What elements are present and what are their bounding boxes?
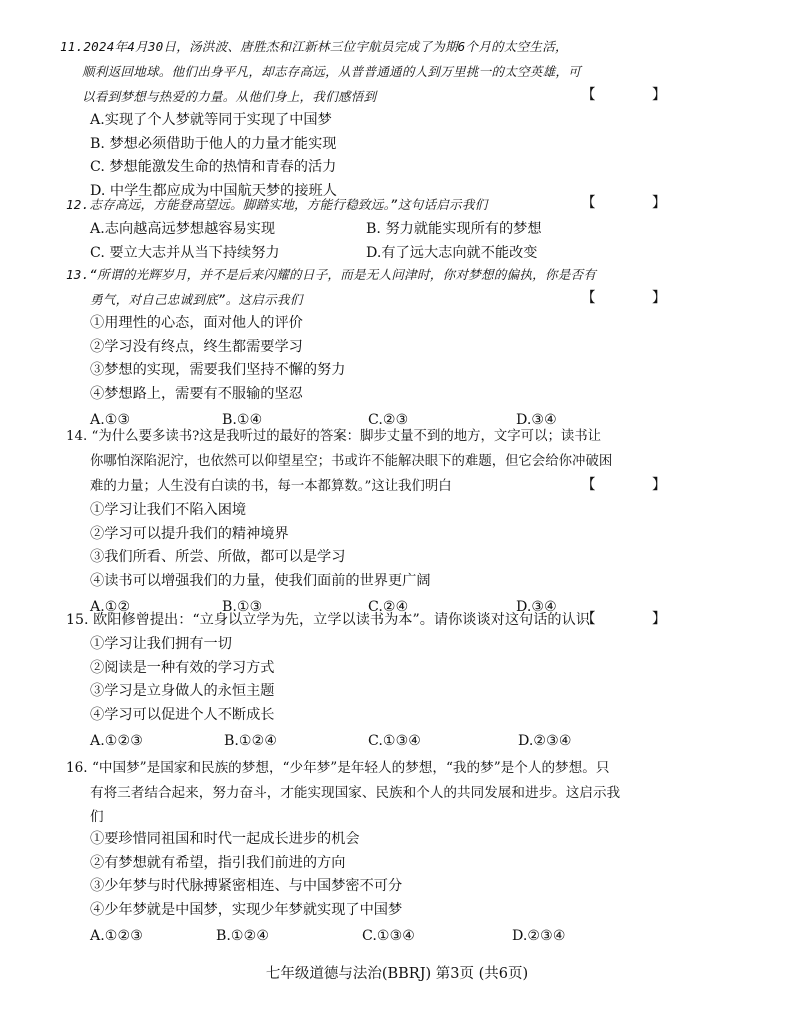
answer-bracket: 【 】 xyxy=(581,195,692,211)
choice-d: D.②③④ xyxy=(512,928,566,944)
statement-2: ②有梦想就有希望，指引我们前进的方向 xyxy=(90,854,346,871)
statement-4: ④读书可以增强我们的力量，使我们面前的世界更广阔 xyxy=(90,572,431,589)
choices-row xyxy=(68,727,708,755)
statement-2: ②学习可以提升我们的精神境界 xyxy=(90,525,289,542)
question-16-stem-line-1: 16. “中国梦”是国家和民族的梦想，“少年梦”是年轻人的梦想，“我的梦”是个人的梦想。只 xyxy=(66,760,610,776)
choice-d: D.②③④ xyxy=(518,733,572,749)
question-11-stem-line-1: 11.2024年4月30日，汤洪波、唐胜杰和江新林三位宇航员完成了为期6个月的太空生活， xyxy=(60,39,568,54)
question-16-stem-line-3: 们 xyxy=(90,809,104,825)
answer-bracket: 【 】 xyxy=(581,611,692,627)
statement-1: ①学习让我们拥有一切 xyxy=(90,636,232,652)
choice-a: A.①②③ xyxy=(90,928,143,944)
statement-3: ③少年梦与时代脉搏紧密相连、与中国梦密不可分 xyxy=(90,878,403,894)
statement-1: ①用理性的心态，面对他人的评价 xyxy=(90,315,303,331)
choices-row xyxy=(68,922,708,950)
statement-4: ④少年梦就是中国梦，实现少年梦就实现了中国梦 xyxy=(90,901,403,918)
choice-d: D.③④ xyxy=(516,412,557,428)
question-13 xyxy=(68,262,708,434)
choice-c: C.①③④ xyxy=(368,733,422,749)
question-13-stem-line-2: 勇气，对自己忠诚到底”。这启示我们 xyxy=(90,292,303,307)
choice-b: B.①②④ xyxy=(216,928,270,944)
statement-3: ③梦想的实现，需要我们坚持不懈的努力 xyxy=(90,362,346,378)
statement-3: ③我们所看、所尝、所做，都可以是学习 xyxy=(90,549,346,565)
choice-c: C.②④ xyxy=(368,599,409,615)
choice-c: C.①③④ xyxy=(362,928,416,944)
option-d: D.有了远大志向就不能改变 xyxy=(366,245,538,261)
option-a: A.志向越高远梦想越容易实现 xyxy=(90,221,276,237)
answer-bracket: 【 】 xyxy=(581,87,692,103)
option-c: C. 梦想能激发生命的热情和青春的活力 xyxy=(90,159,337,175)
choice-b: B.①④ xyxy=(222,412,263,428)
choice-a: A.①②③ xyxy=(90,733,143,749)
question-12 xyxy=(68,192,708,265)
question-14-stem-line-1: 14. “为什么要多读书?这是我听过的最好的答案：脚步丈量不到的地方，文字可以；读书让 xyxy=(66,429,602,444)
question-16-stem-line-2: 有将三者结合起来，努力奋斗，才能实现国家、民族和个人的共同发展和进步。这启示我 xyxy=(90,785,621,801)
answer-bracket: 【 】 xyxy=(581,290,692,306)
question-12-stem: 12.志存高远，方能登高望远。脚踏实地，方能行稳致远。”这句话启示我们 xyxy=(66,197,488,212)
option-c: C. 要立大志并从当下持续努力 xyxy=(90,245,280,261)
option-a: A.实现了个人梦就等同于实现了中国梦 xyxy=(90,112,332,128)
statement-2: ②学习没有终点，终生都需要学习 xyxy=(90,338,303,355)
statement-4: ④学习可以促进个人不断成长 xyxy=(90,706,275,723)
question-14 xyxy=(68,424,708,621)
question-14-stem-line-3: 难的力量；人生没有白读的书，每一本都算数。”这让我们明白 xyxy=(90,479,452,494)
statement-1: ①要珍惜同祖国和时代一起成长进步的机会 xyxy=(90,831,360,847)
choice-a: A.①② xyxy=(90,599,131,615)
question-15 xyxy=(68,608,708,755)
statement-1: ①学习让我们不陷入困境 xyxy=(90,502,247,518)
question-14-stem-line-2: 你哪怕深陷泥泞，也依然可以仰望星空；书或许不能解决眼下的难题，但它会给你冲破困 xyxy=(90,454,613,469)
options-row-1 xyxy=(68,217,708,241)
statement-3: ③学习是立身做人的永恒主题 xyxy=(90,683,275,699)
option-b: B. 努力就能实现所有的梦想 xyxy=(366,221,542,237)
statement-4: ④梦想路上，需要有不服输的坚忍 xyxy=(90,385,303,402)
question-16 xyxy=(68,756,708,950)
option-d: D. 中学生都应成为中国航天梦的接班人 xyxy=(90,182,337,199)
statement-2: ②阅读是一种有效的学习方式 xyxy=(90,659,275,676)
question-11-stem-line-3: 以看到梦想与热爱的力量。从他们身上，我们感悟到 xyxy=(82,89,377,104)
answer-bracket: 【 】 xyxy=(581,477,692,493)
option-b: B. 梦想必须借助于他人的力量才能实现 xyxy=(90,135,337,152)
question-13-stem-line-1: 13.“所谓的光辉岁月，并不是后来闪耀的日子，而是无人问津时，你对梦想的偏执，你是否有 xyxy=(66,267,597,282)
question-15-stem: 15. 欧阳修曾提出：“立身以立学为先，立学以读书为本”。请你谈谈对这句话的认识 xyxy=(66,612,590,628)
question-11 xyxy=(60,34,708,203)
question-11-stem-line-2: 顺利返回地球。他们出身平凡，却志存高远，从普普通通的人到万里挑一的太空英雄，可 xyxy=(82,64,581,79)
choice-c: C.②③ xyxy=(368,412,409,428)
choice-b: B.①③ xyxy=(222,599,263,615)
choice-a: A.①③ xyxy=(90,412,131,428)
choice-d: D.③④ xyxy=(516,599,557,615)
page-footer: 七年级道德与法治(BBRJ) 第3页 (共6页) xyxy=(265,966,529,982)
choice-b: B.①②④ xyxy=(224,733,278,749)
